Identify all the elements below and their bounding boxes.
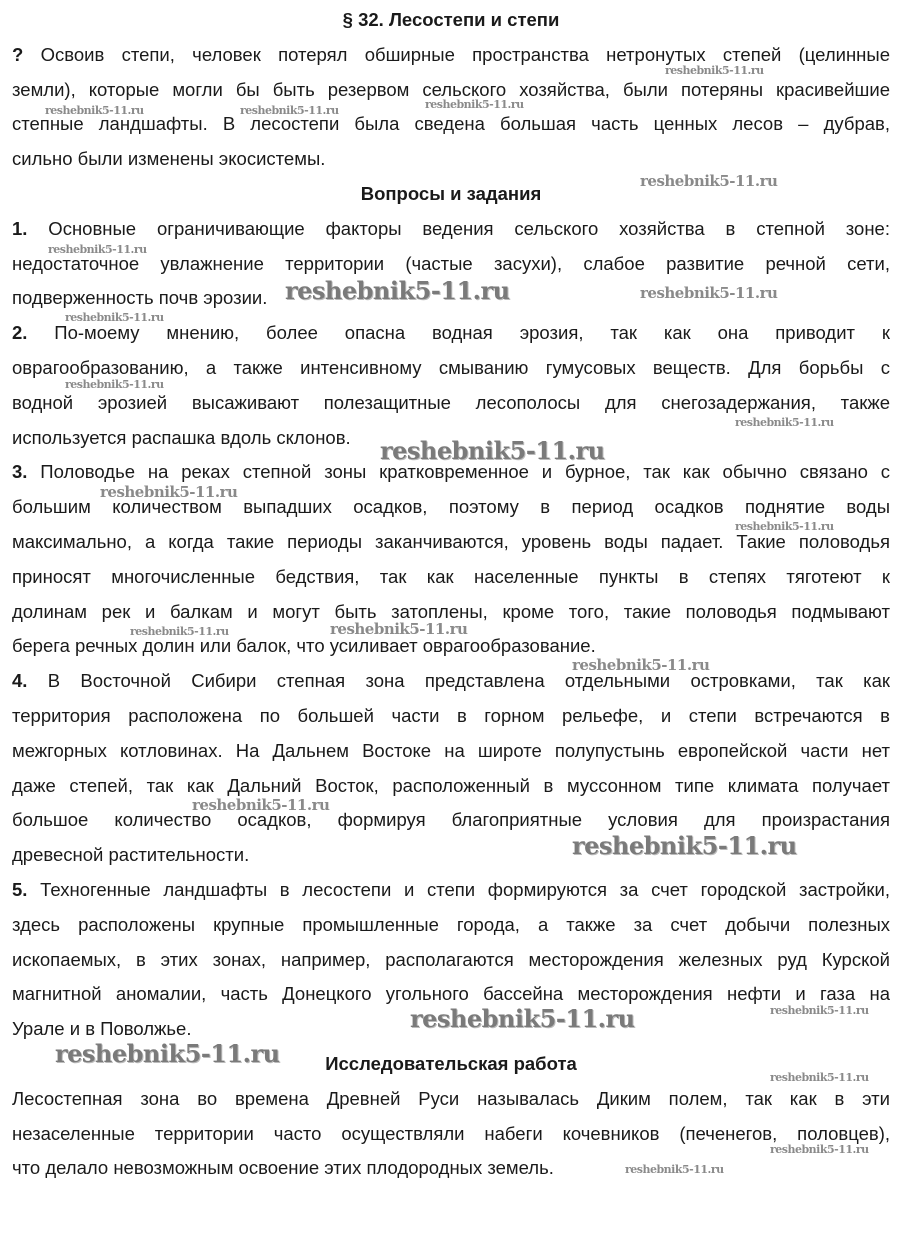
line-text: незаселенные территории часто осуществляли набеги кочевников (печенегов, половцев), xyxy=(12,1122,890,1144)
line-text: Половодье на реках степной зоны кратковременное и бурное, так как обычно связано с xyxy=(27,461,890,483)
watermark: reshebnik5-11.ru xyxy=(192,796,330,814)
line-text: большое количество осадков, формируя благоприятные условия для произрастания xyxy=(12,809,890,831)
line-text: Лесостепная зона во времена Древней Руси называлась Диким полем, так как в эти xyxy=(12,1087,890,1109)
text-line xyxy=(12,1117,890,1152)
watermark: reshebnik5-11.ru xyxy=(735,416,834,429)
line-text: сильно были изменены экосистемы. xyxy=(12,148,326,170)
line-text: большим количеством выпадших осадков, поэтому в период осадков поднятие воды xyxy=(12,496,890,518)
line-text: даже степей, так как Дальний Восток, расположенный в муссонном типе климата получает xyxy=(12,774,890,796)
watermark: reshebnik5-11.ru xyxy=(572,656,710,674)
watermark: reshebnik5-11.ru xyxy=(130,625,229,638)
text-line xyxy=(12,699,890,734)
watermark: reshebnik5-11.ru xyxy=(770,1004,869,1017)
line-text: оврагообразованию, а также интенсивному смыванию гумусовых веществ. Для борьбы с xyxy=(12,356,890,378)
item-number: ? xyxy=(12,43,24,65)
item-number: 3. xyxy=(12,461,28,483)
text-line xyxy=(12,873,890,908)
line-text: подверженность почв эрозии. xyxy=(12,287,268,309)
text-line xyxy=(12,943,890,978)
item-number: 2. xyxy=(12,322,28,344)
line-text: Освоив степи, человек потерял обширные пространства нетронутых степей (целинные xyxy=(23,43,890,65)
text-line xyxy=(12,1082,890,1117)
line-text: что делало невозможным освоение этих плодородных земель. xyxy=(12,1157,554,1179)
line-text: водной эрозией высаживают полезащитные лесополосы для снегозадержания, также xyxy=(12,391,890,413)
line-text: По-моему мнению, более опасна водная эрозия, так как она приводит к xyxy=(27,322,890,344)
watermark: reshebnik5-11.ru xyxy=(240,104,339,117)
watermark: reshebnik5-11.ru xyxy=(625,1163,724,1176)
text-line xyxy=(12,769,890,804)
watermark: reshebnik5-11.ru xyxy=(55,1039,280,1068)
text-line xyxy=(12,734,890,769)
watermark: reshebnik5-11.ru xyxy=(65,311,164,324)
line-text: Техногенные ландшафты в лесостепи и степи формируются за счет городской застройки, xyxy=(27,878,890,900)
watermark: reshebnik5-11.ru xyxy=(665,64,764,77)
line-text: ископаемых, в этих зонах, например, располагаются месторождения железных руд Курской xyxy=(12,948,890,970)
text-line xyxy=(12,664,890,699)
line-text: степные ландшафты. В лесостепи была сведена большая часть ценных лесов – дубрав, xyxy=(12,113,890,135)
line-text: максимально, а когда такие периоды заканчиваются, уровень воды падает. Такие половодья xyxy=(12,530,890,552)
line-text: долинам рек и балкам и могут быть затоплены, кроме того, такие половодья подмывают xyxy=(12,600,890,622)
watermark: reshebnik5-11.ru xyxy=(770,1071,869,1084)
section-heading: Исследовательская работа xyxy=(325,1052,577,1074)
text-line xyxy=(12,1151,890,1186)
watermark: reshebnik5-11.ru xyxy=(65,378,164,391)
watermark: reshebnik5-11.ru xyxy=(48,243,147,256)
line-text: магнитной аномалии, часть Донецкого угольного бассейна месторождения нефти и газа на xyxy=(12,983,890,1005)
watermark: reshebnik5-11.ru xyxy=(45,104,144,117)
item-number: 5. xyxy=(12,878,28,900)
line-text: берега речных долин или балок, что усиливает оврагообразование. xyxy=(12,635,596,657)
text-line xyxy=(12,908,890,943)
line-text: недостаточное увлажнение территории (частые засухи), слабое развитие речной сети, xyxy=(12,252,890,274)
item-number: 1. xyxy=(12,217,28,239)
watermark: reshebnik5-11.ru xyxy=(410,1004,635,1033)
watermark: reshebnik5-11.ru xyxy=(380,436,605,465)
watermark: reshebnik5-11.ru xyxy=(285,276,510,305)
watermark: reshebnik5-11.ru xyxy=(735,520,834,533)
item-number: 4. xyxy=(12,670,28,692)
line-text: здесь расположены крупные промышленные города, а также за счет добычи полезных xyxy=(12,913,890,935)
line-text: межгорных котловинах. На Дальнем Востоке на широте полупустынь европейской части нет xyxy=(12,739,890,761)
watermark: reshebnik5-11.ru xyxy=(572,831,797,860)
line-text: используется распашка вдоль склонов. xyxy=(12,426,351,448)
line-text: территория расположена по большей части в горном рельефе, и степи встречаются в xyxy=(12,704,890,726)
page-title: § 32. Лесостепи и степи xyxy=(342,9,560,30)
section-heading: Вопросы и задания xyxy=(360,182,542,204)
text-line xyxy=(12,560,890,595)
line-text: В Восточной Сибири степная зона представлена отдельными островками, так как xyxy=(27,670,890,692)
watermark: reshebnik5-11.ru xyxy=(100,483,238,501)
text-line xyxy=(12,212,890,247)
watermark: reshebnik5-11.ru xyxy=(640,284,778,302)
line-text: приносят многочисленные бедствия, так как населенные пункты в степях тяготеют к xyxy=(12,565,890,587)
line-text: Урале и в Поволжье. xyxy=(12,1018,192,1040)
line-text: Основные ограничивающие факторы ведения сельского хозяйства в степной зоне: xyxy=(27,217,890,239)
line-text: древесной растительности. xyxy=(12,844,250,866)
line-text: земли), которые могли бы быть резервом сельского хозяйства, были потеряны красивейшие xyxy=(12,78,890,100)
watermark: reshebnik5-11.ru xyxy=(425,98,524,111)
watermark: reshebnik5-11.ru xyxy=(330,620,468,638)
watermark: reshebnik5-11.ru xyxy=(770,1143,869,1156)
watermark: reshebnik5-11.ru xyxy=(640,172,778,190)
